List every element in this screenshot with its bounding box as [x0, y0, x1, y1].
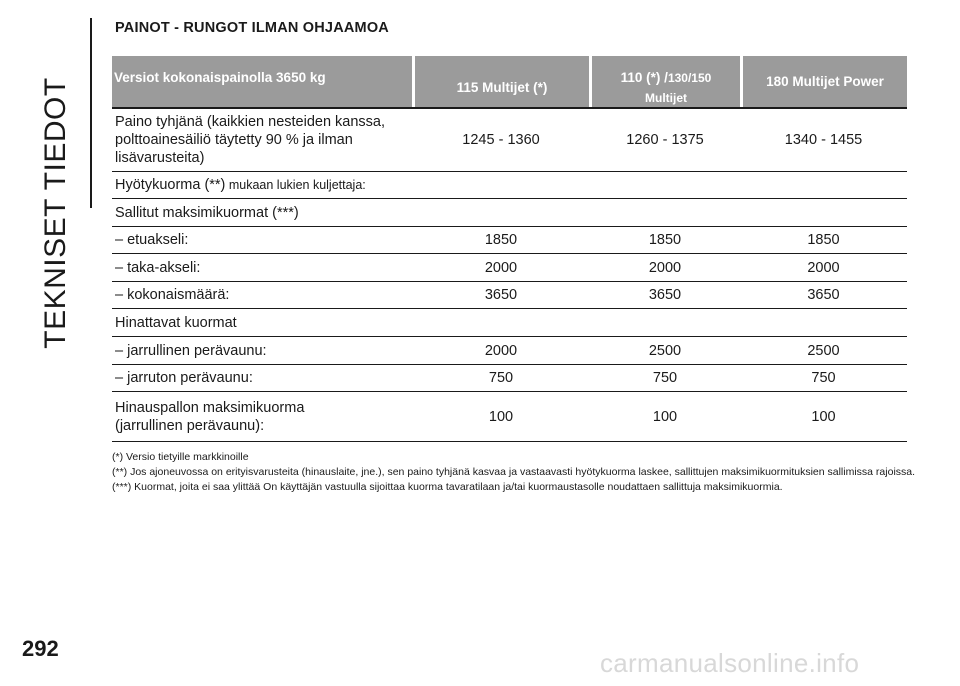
table-row — [112, 337, 907, 365]
row-label-main: Hyötykuorma (**) — [115, 177, 226, 193]
chapter-title-text: TEKNISET TIEDOT — [39, 77, 72, 349]
value-115: 100 — [488, 408, 514, 425]
row-label: Paino tyhjänä (kaikkien nesteiden kanssa, polttoainesäiliö täytetty 90 % ja ilman lisävarusteita) — [115, 113, 386, 166]
value-110-130-150: 100 — [652, 408, 678, 425]
value-115: 3650 — [484, 287, 518, 303]
table-row — [112, 309, 907, 337]
row-label: – etuakseli: — [115, 232, 189, 248]
header-110-130-150-multijet — [592, 56, 740, 107]
value-115: 1850 — [484, 232, 518, 248]
header-versions: Versiot kokonaispainolla 3650 kg — [112, 56, 412, 107]
value-180: 750 — [811, 370, 836, 386]
chapter-divider — [90, 18, 92, 208]
value-110-130-150: 3650 — [648, 287, 682, 303]
row-label: – taka-akseli: — [115, 259, 201, 276]
row-label: – jarrullinen perävaunu: — [115, 342, 267, 359]
header-110-label: 110 (*) / — [620, 70, 668, 85]
footnote: (**) Jos ajoneuvossa on erityisvarusteita (hinauslaite, jne.), sen paino tyhjänä kasvaa ja vastaavasti hyötykuorma laskee, sallittujen maksimikuormituksien sallimissa rajoissa. — [112, 466, 916, 478]
header-130-150-label: 130/150 — [667, 71, 712, 85]
weights-table — [112, 108, 907, 442]
table-row — [112, 254, 907, 282]
watermark: carmanualsonline.info — [600, 648, 860, 678]
section-title: PAINOT - RUNGOT ILMAN OHJAAMOA — [115, 20, 389, 36]
page-number: 292 — [22, 636, 59, 661]
row-label: – jarruton perävaunu: — [115, 370, 253, 386]
value-180: 2000 — [807, 259, 840, 276]
table-row — [112, 108, 907, 172]
table-row — [112, 282, 907, 309]
header-180-multijet-power: 180 Multijet Power — [743, 56, 907, 107]
value-115: 2000 — [484, 259, 518, 276]
value-180: 1850 — [807, 232, 840, 248]
row-label: Hinauspallon maksimikuorma (jarrullinen perävaunu): — [115, 399, 305, 434]
footnote: (*) Versio tietyille markkinoille — [112, 451, 249, 463]
row-label: Hinattavat kuormat — [115, 314, 237, 331]
header-multijet-label: Multijet — [645, 91, 687, 105]
value-110-130-150: 750 — [652, 370, 678, 386]
value-110-130-150: 2500 — [648, 342, 682, 359]
table-row — [112, 172, 907, 199]
row-label: Sallitut maksimikuormat (***) — [115, 204, 299, 221]
value-115: 1245 - 1360 — [462, 131, 540, 148]
row-label — [112, 176, 907, 194]
footnotes — [112, 450, 916, 495]
footnote: (***) Kuormat, joita ei saa ylittää On käyttäjän vastuulla sijoittaa kuorma tavaratilaan ja/tai kuormaustasolle noudattaen sallittuja maksimikuormia. — [112, 481, 783, 493]
value-180: 2500 — [807, 342, 840, 359]
table-row — [112, 365, 907, 392]
value-115: 750 — [488, 370, 514, 386]
value-180: 3650 — [807, 287, 840, 303]
table-row — [112, 199, 907, 227]
value-180: 1340 - 1455 — [784, 131, 863, 148]
row-label-note: mukaan lukien kuljettaja: — [225, 178, 366, 192]
table-row — [112, 227, 907, 254]
header-115-multijet: 115 Multijet (*) — [415, 56, 589, 107]
value-110-130-150: 1850 — [648, 232, 682, 248]
row-label: – kokonaismäärä: — [115, 287, 230, 303]
table-row — [112, 392, 907, 442]
value-110-130-150: 1260 - 1375 — [626, 131, 704, 148]
value-115: 2000 — [484, 342, 518, 359]
value-180: 100 — [811, 408, 836, 425]
value-110-130-150: 2000 — [648, 259, 682, 276]
